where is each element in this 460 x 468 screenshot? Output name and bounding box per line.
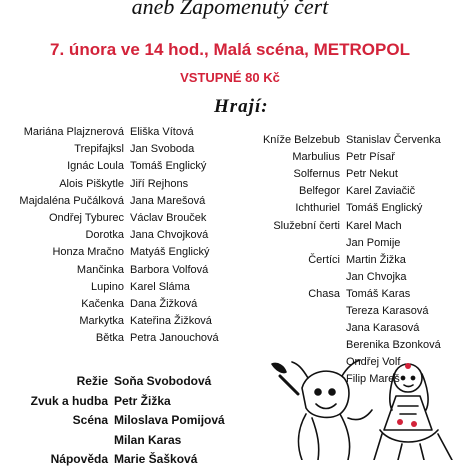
- actor-name: Stanislav Červenka: [346, 134, 441, 146]
- role-name: Služební čerti: [273, 219, 340, 232]
- actor-name: Milan Karas: [114, 432, 182, 447]
- actor-name: Tereza Karasová: [346, 305, 429, 317]
- actor-name: Ondřej Volf: [346, 356, 401, 369]
- actor-name: Jan Svoboda: [130, 143, 195, 156]
- role-name: Ondřej Tyburec: [48, 212, 124, 224]
- actor-name: Miloslava Pomijová: [114, 413, 225, 427]
- event-date-venue: 7. února ve 14 hod., Malá scéna, METROPOL: [50, 40, 410, 59]
- role-name: Režie: [76, 374, 108, 388]
- actor-name: Jana Marešová: [130, 194, 206, 207]
- actor-name: Petra Janouchová: [130, 332, 219, 345]
- role-name: Ignác Loula: [67, 160, 124, 173]
- actor-name: Karel Zavіačič: [346, 185, 416, 198]
- role-name: Honza Mračno: [52, 246, 124, 259]
- admission-price: VSTUPNÉ 80 Kč: [180, 70, 280, 85]
- actor-name: Jan Pomije: [346, 236, 401, 249]
- actor-name: Jana Chvojková: [130, 229, 209, 242]
- role-name: Solfernus: [293, 168, 340, 181]
- role-name: Čertíci: [308, 253, 340, 266]
- actor-name: Jan Chvojka: [346, 270, 407, 283]
- actor-name: Martin Žižka: [346, 253, 406, 266]
- actor-name: Marie Šašková: [114, 452, 198, 466]
- role-name: Markytka: [79, 315, 124, 328]
- actor-name: Tomáš Karas: [346, 287, 411, 300]
- cast-heading: Hrají:: [214, 96, 269, 117]
- role-name: Kačenka: [81, 298, 124, 310]
- actor-name: Barbora Volfová: [130, 263, 209, 276]
- actor-name: Karel Mach: [346, 219, 402, 232]
- role-name: Alois Piškytle: [59, 177, 124, 190]
- role-name: Chasa: [308, 287, 340, 300]
- actor-name: Eliška Vítová: [130, 126, 194, 138]
- role-name: Lupino: [90, 280, 124, 293]
- actor-name: Petr Písař: [346, 151, 395, 164]
- actor-name: Tomáš Englický: [130, 160, 207, 173]
- actor-name: Václav Brouček: [130, 212, 207, 224]
- role-name: Scéna: [72, 413, 108, 427]
- role-name: Mančinka: [76, 263, 124, 276]
- role-name: Majdaléna Pučálková: [19, 194, 124, 207]
- role-name: Kníže Belzebub: [262, 134, 340, 146]
- poster-subtitle: aneb Zapomenutý čert: [131, 0, 329, 19]
- actor-name: Jana Karasová: [346, 322, 420, 335]
- role-name: Ichthuriel: [295, 202, 340, 215]
- actor-name: Kateřina Žižková: [130, 315, 212, 328]
- actor-name: Soňa Svobodová: [114, 374, 212, 388]
- actor-name: Matyáš Englický: [130, 246, 210, 259]
- role-name: Mariána Plajznerová: [23, 126, 124, 138]
- actor-name: Berenika Bzonková: [346, 339, 441, 352]
- role-name: Trepifajksl: [74, 143, 124, 156]
- actor-name: Jiří Rejhons: [130, 177, 189, 190]
- role-name: Belfegor: [299, 185, 340, 198]
- role-name: Bětka: [95, 332, 124, 345]
- actor-name: Filip Mareš: [346, 373, 400, 386]
- illustration-devil-and-girl: [262, 348, 460, 460]
- role-name: Nápověda: [50, 452, 108, 466]
- role-name: Zvuk a hudba: [30, 393, 108, 408]
- actor-name: Petr Nekut: [346, 168, 398, 181]
- actor-name: Petr Žižka: [114, 393, 171, 408]
- role-name: Marbulius: [292, 151, 340, 164]
- role-name: Dorotka: [85, 229, 124, 242]
- actor-name: Tomáš Englický: [346, 202, 423, 215]
- actor-name: Dana Žižková: [130, 298, 198, 310]
- actor-name: Karel Sláma: [130, 280, 190, 293]
